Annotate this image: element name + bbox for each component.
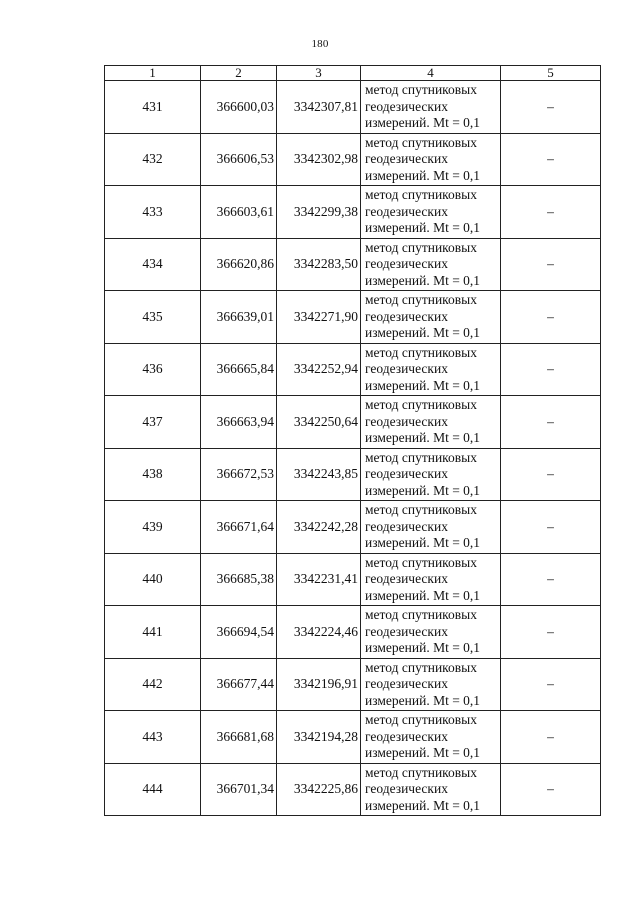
method-text-line: измерений. Mt = 0,1 (365, 797, 481, 813)
note-cell: – (501, 658, 601, 711)
x-coordinate-cell: 366672,53 (201, 448, 277, 501)
x-coordinate-cell: 366663,94 (201, 396, 277, 449)
method-text-line: геодезических (365, 151, 448, 166)
method-cell (361, 553, 501, 606)
table-row (105, 291, 601, 344)
y-coordinate-cell: 3342299,38 (277, 186, 361, 239)
method-text-line: измерений. Mt = 0,1 (365, 692, 481, 708)
method-cell (361, 501, 501, 554)
method-text-line: измерений. Mt = 0,1 (365, 535, 481, 550)
note-cell: – (501, 763, 601, 816)
method-text-line: измерений. Mt = 0,1 (365, 430, 481, 445)
point-number-cell: 443 (105, 711, 201, 764)
method-text-line: измерений. Mt = 0,1 (365, 640, 481, 655)
method-text-line: геодезических (365, 256, 448, 271)
note-cell: – (501, 186, 601, 239)
note-cell: – (501, 291, 601, 344)
note-cell: – (501, 448, 601, 501)
method-cell (361, 448, 501, 501)
method-cell (361, 606, 501, 659)
method-cell (361, 658, 501, 711)
column-header: 1 (105, 66, 201, 81)
note-cell: – (501, 606, 601, 659)
point-number-cell: 432 (105, 133, 201, 186)
table-row (105, 81, 601, 134)
table-row (105, 343, 601, 396)
point-number-cell: 442 (105, 658, 201, 711)
table-header-row (105, 66, 601, 81)
point-number-cell: 440 (105, 553, 201, 606)
y-coordinate-cell: 3342194,28 (277, 711, 361, 764)
x-coordinate-cell: 366603,61 (201, 186, 277, 239)
method-text-line: геодезических (365, 781, 448, 796)
table-row (105, 763, 601, 816)
method-text-line: метод спутниковых (365, 554, 477, 570)
page-number: 180 (311, 38, 329, 50)
y-coordinate-cell: 3342225,86 (277, 763, 361, 816)
method-text-line: геодезических (365, 728, 448, 744)
method-cell (361, 763, 501, 816)
method-text-line: геодезических (365, 361, 448, 376)
table-row (105, 238, 601, 291)
method-text-line: метод спутниковых (365, 187, 477, 202)
method-text-line: метод спутниковых (365, 712, 477, 727)
y-coordinate-cell: 3342224,46 (277, 606, 361, 659)
note-cell: – (501, 553, 601, 606)
method-text-line: метод спутниковых (365, 607, 477, 622)
x-coordinate-cell: 366639,01 (201, 291, 277, 344)
table-row (105, 133, 601, 186)
x-coordinate-cell: 366694,54 (201, 606, 277, 659)
method-cell (361, 396, 501, 449)
column-header: 3 (277, 66, 361, 81)
method-text-line: метод спутниковых (365, 449, 477, 465)
method-text-line: метод спутниковых (365, 502, 477, 517)
y-coordinate-cell: 3342196,91 (277, 658, 361, 711)
column-header: 4 (361, 66, 501, 81)
y-coordinate-cell: 3342252,94 (277, 343, 361, 396)
method-text-line: метод спутниковых (365, 397, 477, 412)
note-cell: – (501, 343, 601, 396)
method-text-line: измерений. Mt = 0,1 (365, 220, 481, 235)
x-coordinate-cell: 366606,53 (201, 133, 277, 186)
table-row (105, 186, 601, 239)
method-cell (361, 343, 501, 396)
point-number-cell: 434 (105, 238, 201, 291)
method-cell (361, 711, 501, 764)
method-text-line: метод спутниковых (365, 659, 477, 675)
y-coordinate-cell: 3342283,50 (277, 238, 361, 291)
note-cell: – (501, 133, 601, 186)
point-number-cell: 444 (105, 763, 201, 816)
y-coordinate-cell: 3342242,28 (277, 501, 361, 554)
y-coordinate-cell: 3342271,90 (277, 291, 361, 344)
table-row (105, 396, 601, 449)
x-coordinate-cell: 366665,84 (201, 343, 277, 396)
table-row (105, 553, 601, 606)
note-cell: – (501, 396, 601, 449)
y-coordinate-cell: 3342250,64 (277, 396, 361, 449)
x-coordinate-cell: 366685,38 (201, 553, 277, 606)
point-number-cell: 438 (105, 448, 201, 501)
method-text-line: геодезических (365, 623, 448, 639)
coordinates-table (104, 65, 601, 816)
x-coordinate-cell: 366620,86 (201, 238, 277, 291)
method-text-line: измерений. Mt = 0,1 (365, 745, 481, 760)
method-text-line: измерений. Mt = 0,1 (365, 482, 481, 498)
table-row (105, 606, 601, 659)
method-cell (361, 81, 501, 134)
method-text-line: метод спутниковых (365, 764, 477, 780)
method-text-line: метод спутниковых (365, 134, 477, 150)
method-text-line: геодезических (365, 413, 448, 429)
method-text-line: геодезических (365, 203, 448, 219)
method-text-line: геодезических (365, 518, 448, 534)
point-number-cell: 439 (105, 501, 201, 554)
y-coordinate-cell: 3342302,98 (277, 133, 361, 186)
method-text-line: геодезических (365, 676, 448, 691)
column-header: 5 (501, 66, 601, 81)
note-cell: – (501, 501, 601, 554)
method-text-line: измерений. Mt = 0,1 (365, 587, 481, 603)
table-body (105, 81, 601, 816)
method-text-line: измерений. Mt = 0,1 (365, 272, 481, 288)
x-coordinate-cell: 366681,68 (201, 711, 277, 764)
table-row (105, 448, 601, 501)
note-cell: – (501, 238, 601, 291)
method-text-line: измерений. Mt = 0,1 (365, 167, 481, 183)
point-number-cell: 436 (105, 343, 201, 396)
method-cell (361, 291, 501, 344)
table-row (105, 711, 601, 764)
y-coordinate-cell: 3342231,41 (277, 553, 361, 606)
x-coordinate-cell: 366677,44 (201, 658, 277, 711)
x-coordinate-cell: 366701,34 (201, 763, 277, 816)
method-cell (361, 238, 501, 291)
method-text-line: метод спутниковых (365, 292, 477, 307)
method-text-line: метод спутниковых (365, 239, 477, 255)
y-coordinate-cell: 3342307,81 (277, 81, 361, 134)
method-text-line: геодезических (365, 571, 448, 586)
method-text-line: измерений. Mt = 0,1 (365, 115, 481, 130)
column-header: 2 (201, 66, 277, 81)
method-text-line: метод спутниковых (365, 82, 477, 97)
table-row (105, 501, 601, 554)
method-text-line: геодезических (365, 466, 448, 481)
method-cell (361, 133, 501, 186)
method-text-line: метод спутниковых (365, 344, 477, 360)
method-text-line: измерений. Mt = 0,1 (365, 325, 481, 340)
point-number-cell: 433 (105, 186, 201, 239)
method-text-line: геодезических (365, 308, 448, 324)
y-coordinate-cell: 3342243,85 (277, 448, 361, 501)
point-number-cell: 437 (105, 396, 201, 449)
x-coordinate-cell: 366671,64 (201, 501, 277, 554)
point-number-cell: 441 (105, 606, 201, 659)
note-cell: – (501, 711, 601, 764)
table-row (105, 658, 601, 711)
point-number-cell: 435 (105, 291, 201, 344)
method-text-line: геодезических (365, 98, 448, 114)
method-text-line: измерений. Mt = 0,1 (365, 377, 481, 393)
x-coordinate-cell: 366600,03 (201, 81, 277, 134)
point-number-cell: 431 (105, 81, 201, 134)
note-cell: – (501, 81, 601, 134)
method-cell (361, 186, 501, 239)
